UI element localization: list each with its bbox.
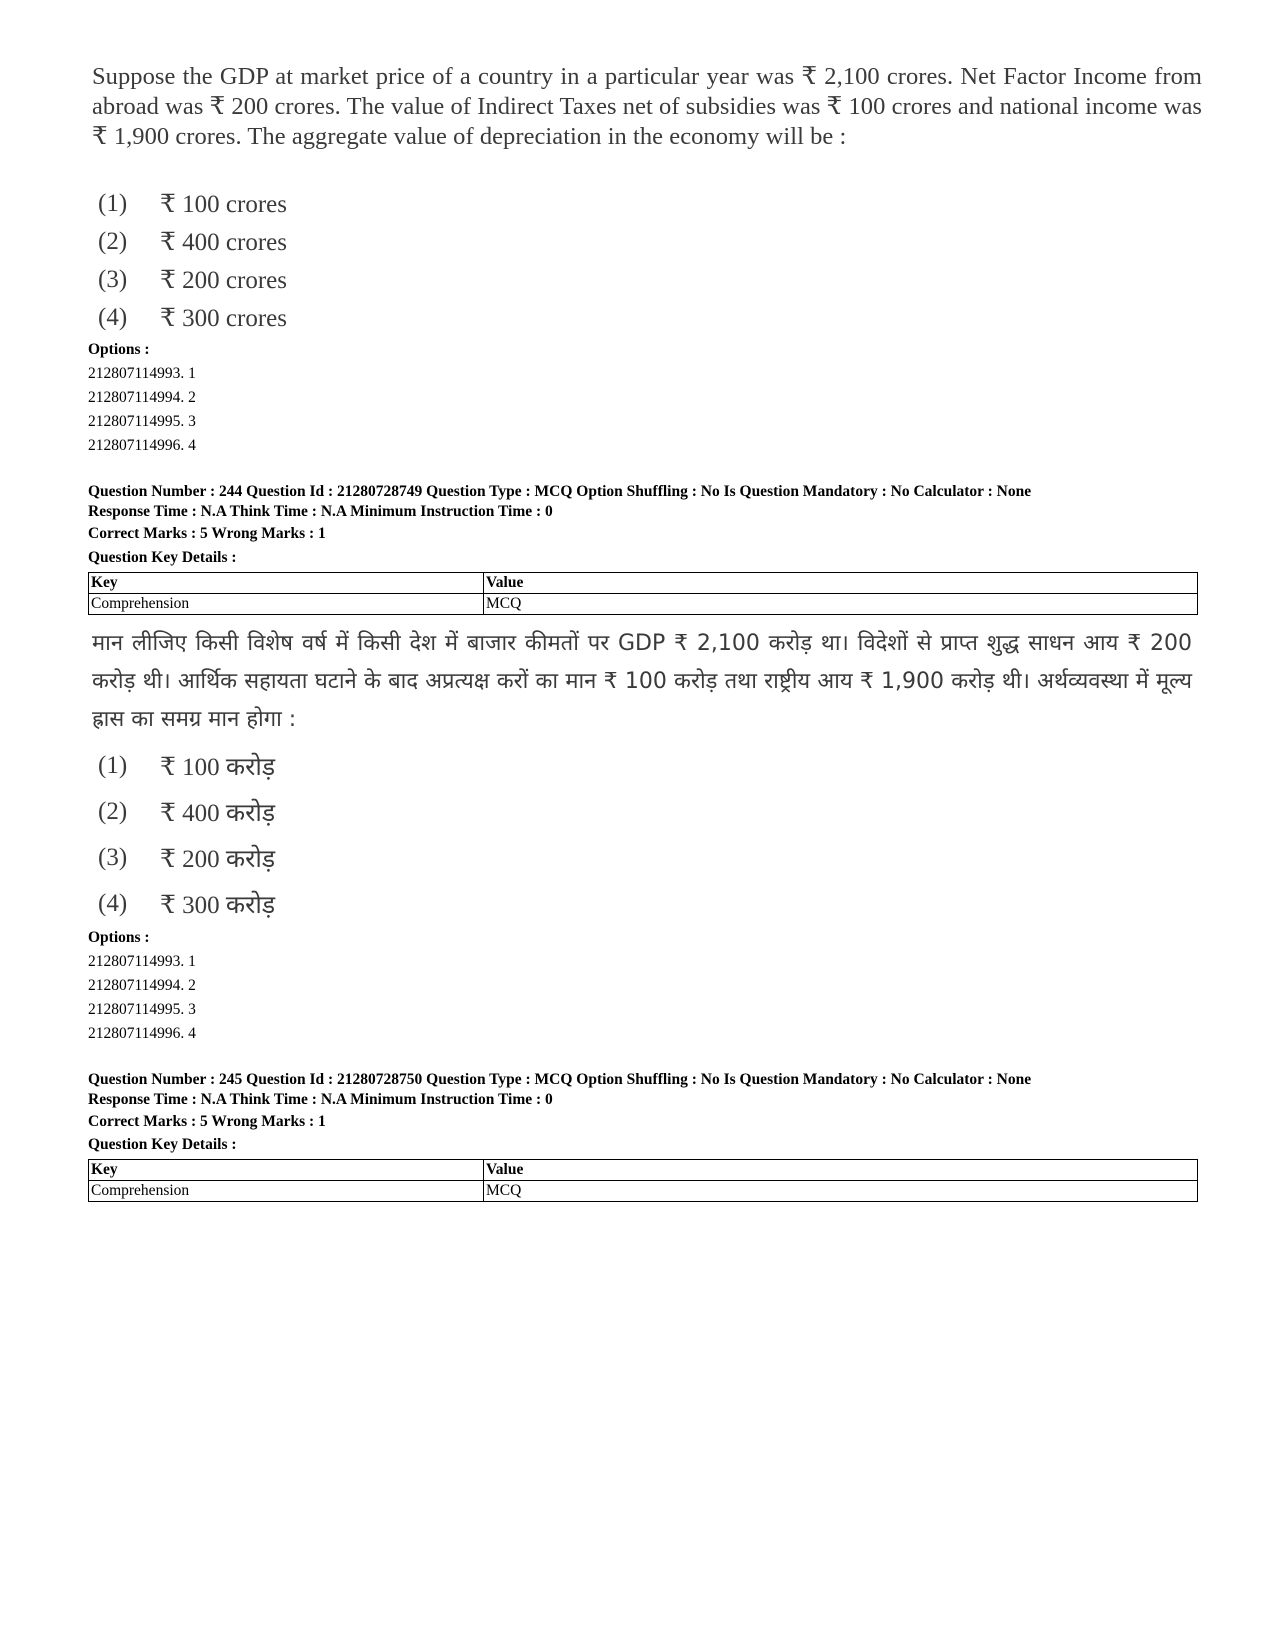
- options-list-244: [88, 926, 1198, 1046]
- choice-1: (1) ₹ 100 करोड़: [98, 752, 276, 781]
- table-row: [89, 594, 1198, 615]
- value-header: Value: [484, 1160, 1198, 1181]
- question-244-timing: Response Time : N.A Think Time : N.A Minimum Instruction Time : 0: [88, 503, 553, 520]
- question-244-info: Question Number : 244 Question Id : 21280728749 Question Type : MCQ Option Shuffling : No Is Question Mandatory : No Calculator : None: [88, 483, 1032, 500]
- option-4: 212807114996. 4: [88, 437, 196, 454]
- question-text-hindi: मान लीजिए किसी विशेष वर्ष में किसी देश में बाजार कीमतों पर GDP ₹ 2,100 करोड़ था। विदेशों से प्राप्त शुद्ध साधन आय ₹ 200 करोड़ थी। आर्थिक सहायता घटाने के बाद अप्रत्यक्ष करों का मान ₹ 100 करोड़ तथा राष्ट्रीय आय ₹ 1,900 करोड़ थी। अर्थव्यवस्था में मूल्य ह्रास का समग्र मान होगा :: [92, 631, 1192, 732]
- key-cell: Comprehension: [89, 594, 484, 615]
- question-image-hindi: [92, 625, 1192, 739]
- key-header: Key: [89, 1160, 484, 1181]
- table-row: [89, 1181, 1198, 1202]
- choice-1: (1) ₹ 100 crores: [98, 190, 287, 218]
- key-header: Key: [89, 573, 484, 594]
- option-1: 212807114993. 1: [88, 365, 196, 382]
- choice-3: (3) ₹ 200 crores: [98, 266, 287, 294]
- question-245-timing: Response Time : N.A Think Time : N.A Minimum Instruction Time : 0: [88, 1091, 553, 1108]
- value-header: Value: [484, 573, 1198, 594]
- option-1: 212807114993. 1: [88, 953, 196, 970]
- option-2: 212807114994. 2: [88, 389, 196, 406]
- question-image-english: [92, 62, 1202, 152]
- choice-3: (3) ₹ 200 करोड़: [98, 844, 276, 873]
- question-244-key-details-label: Question Key Details :: [88, 549, 237, 566]
- choice-2: (2) ₹ 400 करोड़: [98, 798, 276, 827]
- value-cell: MCQ: [484, 1181, 1198, 1202]
- question-text: Suppose the GDP at market price of a country in a particular year was ₹ 2,100 crores. Net Factor Income from abroad was ₹ 200 crores. The value of Indirect Taxes net of subsidies was ₹ 100 crores and national income was ₹ 1,900 crores. The aggregate value of depreciation in the economy will be :: [92, 63, 1202, 150]
- table-row: [89, 573, 1198, 594]
- value-cell: MCQ: [484, 594, 1198, 615]
- options-label: Options :: [88, 929, 150, 946]
- options-label: Options :: [88, 341, 150, 358]
- option-3: 212807114995. 3: [88, 413, 196, 430]
- question-245-key-table: [88, 1159, 1198, 1202]
- option-2: 212807114994. 2: [88, 977, 196, 994]
- question-244-marks: Correct Marks : 5 Wrong Marks : 1: [88, 525, 326, 542]
- options-list-243: [88, 338, 1198, 458]
- question-245-key-details-label: Question Key Details :: [88, 1136, 237, 1153]
- table-row: [89, 1160, 1198, 1181]
- question-245-info: Question Number : 245 Question Id : 21280728750 Question Type : MCQ Option Shuffling : No Is Question Mandatory : No Calculator : None: [88, 1071, 1032, 1088]
- question-choices-hindi: [92, 743, 1202, 927]
- choice-4: (4) ₹ 300 crores: [98, 304, 287, 332]
- question-245-header: [88, 1070, 1198, 1110]
- option-3: 212807114995. 3: [88, 1001, 196, 1018]
- question-244-header: [88, 482, 1198, 522]
- question-244-key-table: [88, 572, 1198, 615]
- choice-2: (2) ₹ 400 crores: [98, 228, 287, 256]
- key-cell: Comprehension: [89, 1181, 484, 1202]
- option-4: 212807114996. 4: [88, 1025, 196, 1042]
- question-245-marks: Correct Marks : 5 Wrong Marks : 1: [88, 1113, 326, 1130]
- question-choices-english: [92, 185, 1202, 337]
- choice-4: (4) ₹ 300 करोड़: [98, 890, 276, 919]
